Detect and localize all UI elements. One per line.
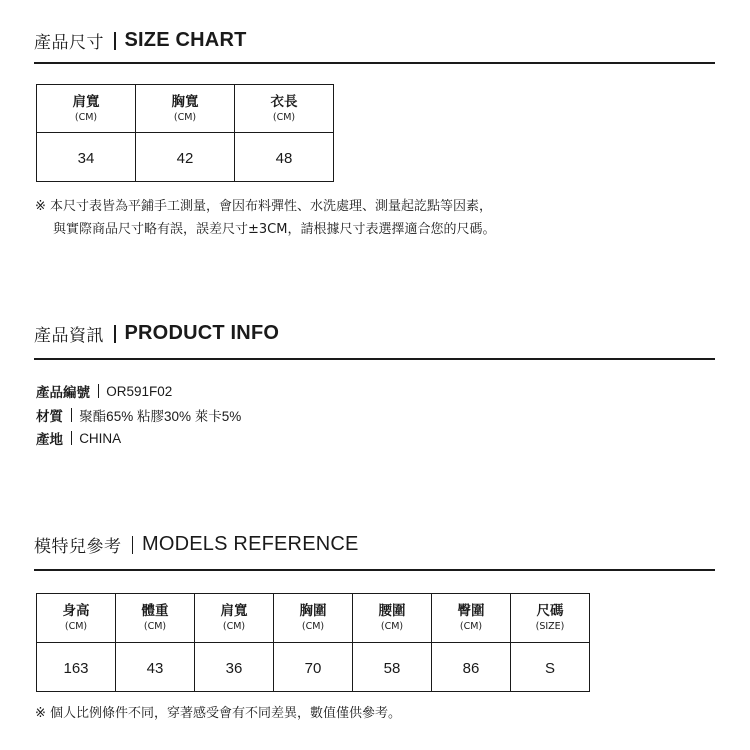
product-info-title-en: PRODUCT INFO: [124, 322, 280, 344]
models-reference-note: ※ 個人比例條件不同，穿著感受會有不同差異，數值僅供參考。: [35, 706, 402, 721]
model-value: S: [544, 659, 555, 677]
model-header-unit: (CM): [380, 621, 404, 632]
model-header-cell: [116, 594, 195, 643]
size-chart-note-line2: 與實際商品尺寸略有誤，誤差尺寸±3CM，請根據尺寸表選擇適合您的尺碼。: [53, 222, 496, 237]
model-header-label: 臀圍: [457, 603, 485, 619]
model-value-cell: [195, 643, 274, 692]
models-reference-title-zh: 模特兒參考: [34, 537, 122, 557]
heading-divider: [114, 32, 116, 50]
model-header-label: 身高: [62, 603, 90, 619]
size-header-label: 衣長: [270, 93, 298, 110]
size-header-unit: (CM): [173, 111, 197, 123]
model-header-unit: (CM): [143, 621, 167, 632]
size-value-cell: [136, 133, 235, 182]
heading-divider: [114, 325, 116, 343]
model-header-unit: (CM): [301, 621, 325, 632]
model-value-cell: [511, 643, 590, 692]
model-header-cell: [195, 594, 274, 643]
model-header-unit: (CM): [459, 621, 483, 632]
size-header-cell: [37, 85, 136, 133]
size-header-label: 肩寬: [72, 93, 100, 110]
models-reference-rule: [34, 569, 715, 571]
model-value: 163: [63, 659, 89, 677]
model-header-label: 肩寬: [220, 603, 248, 619]
model-header-cell: [274, 594, 353, 643]
info-item-origin: [36, 428, 121, 448]
size-chart-note-line1: ※ 本尺寸表皆為平鋪手工測量，會因布料彈性、水洗處理、測量起訖點等因素，: [35, 199, 493, 214]
info-value: 聚酯65% 粘膠30% 萊卡5%: [79, 409, 242, 424]
size-header-cell: [235, 85, 334, 133]
info-label: 產地: [36, 432, 63, 448]
info-label: 產品編號: [36, 385, 90, 401]
model-value-cell: [116, 643, 195, 692]
models-reference-title-en: MODELS REFERENCE: [142, 533, 359, 555]
model-header-unit: (CM): [64, 621, 88, 632]
info-divider: [98, 384, 99, 398]
size-value-cell: [235, 133, 334, 182]
size-header-label: 胸寬: [171, 93, 199, 110]
size-header-unit: (CM): [272, 111, 296, 123]
model-header-label: 體重: [141, 603, 169, 619]
model-value-cell: [274, 643, 353, 692]
model-header-label: 胸圍: [299, 603, 327, 619]
size-value: 48: [275, 149, 293, 167]
info-item-material: [36, 405, 241, 425]
model-header-row: [37, 594, 590, 643]
model-value: 70: [304, 659, 322, 677]
info-value: CHINA: [79, 430, 122, 446]
size-header-cell: [136, 85, 235, 133]
model-header-cell: [432, 594, 511, 643]
info-divider: [71, 408, 72, 422]
model-value: 43: [146, 659, 164, 677]
model-header-cell: [37, 594, 116, 643]
model-header-cell: [353, 594, 432, 643]
info-label: 材質: [36, 409, 63, 425]
size-chart-title-en: SIZE CHART: [124, 29, 247, 51]
model-header-cell: [511, 594, 590, 643]
model-value: 86: [462, 659, 480, 677]
product-info-rule: [34, 358, 715, 360]
size-chart-header-row: [37, 85, 334, 133]
size-value-cell: [37, 133, 136, 182]
model-header-label: 尺碼: [536, 603, 564, 619]
product-info-title-zh: 產品資訊: [34, 326, 104, 346]
size-value: 34: [77, 149, 95, 167]
model-value-cell: [37, 643, 116, 692]
model-value: 58: [383, 659, 401, 677]
size-value: 42: [176, 149, 194, 167]
product-info-heading: [34, 321, 279, 346]
size-chart-table: [36, 84, 334, 182]
info-divider: [71, 431, 72, 445]
model-value-row: [37, 643, 590, 692]
info-value: OR591F02: [106, 383, 173, 399]
model-value-cell: [353, 643, 432, 692]
size-chart-heading: [34, 28, 247, 53]
model-value-cell: [432, 643, 511, 692]
model-header-label: 腰圍: [378, 603, 406, 619]
size-header-unit: (CM): [74, 111, 98, 123]
models-reference-table: [36, 593, 590, 692]
size-chart-value-row: [37, 133, 334, 182]
model-header-unit: (CM): [222, 621, 246, 632]
model-value: 36: [225, 659, 243, 677]
size-chart-title-zh: 產品尺寸: [34, 33, 104, 53]
size-chart-rule: [34, 62, 715, 64]
model-header-unit: (SIZE): [535, 621, 565, 632]
heading-divider: [132, 536, 134, 554]
info-item-product-code: [36, 381, 172, 401]
models-reference-heading: [34, 532, 359, 557]
